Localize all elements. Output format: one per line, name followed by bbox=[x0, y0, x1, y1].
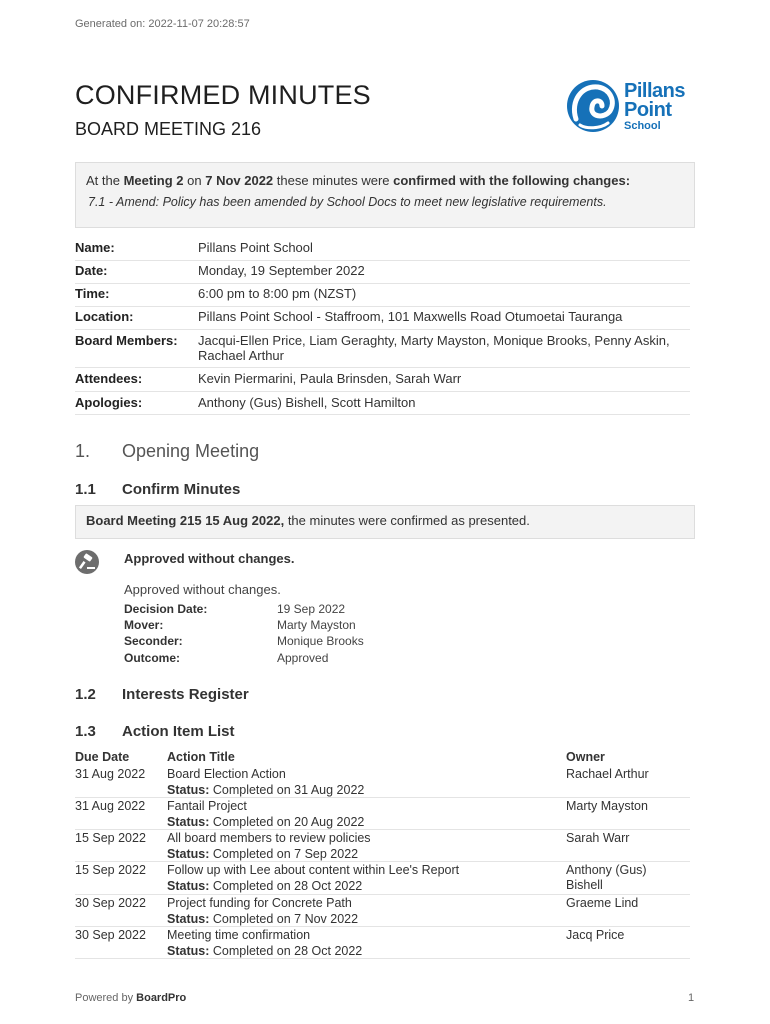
logo-line-1: Pillans bbox=[624, 80, 685, 102]
subsection-heading: Action Item List bbox=[122, 723, 235, 740]
subsection-number: 1.1 bbox=[75, 481, 96, 498]
resolution-body: Approved without changes. bbox=[124, 582, 281, 597]
action-status: Status: Completed on 7 Nov 2022 bbox=[167, 912, 359, 926]
resolution-label: Decision Date: bbox=[124, 602, 208, 616]
info-label: Location: bbox=[75, 309, 134, 324]
confirmation-statement: At the Meeting 2 on 7 Nov 2022 these minutes were confirmed with the following changes: bbox=[86, 173, 631, 188]
info-value: Pillans Point School bbox=[198, 240, 313, 255]
subsection-number: 1.2 bbox=[75, 686, 96, 703]
due-date: 15 Sep 2022 bbox=[75, 863, 146, 877]
info-label: Attendees: bbox=[75, 371, 143, 386]
section-number: 1. bbox=[75, 441, 91, 461]
info-row-apologies bbox=[75, 395, 690, 415]
info-label: Date: bbox=[75, 263, 108, 278]
action-owner: Sarah Warr bbox=[566, 831, 630, 845]
resolution-value: Marty Mayston bbox=[277, 618, 356, 632]
due-date: 31 Aug 2022 bbox=[75, 767, 146, 781]
info-label: Apologies: bbox=[75, 395, 143, 410]
info-value: Anthony (Gus) Bishell, Scott Hamilton bbox=[198, 395, 416, 410]
table-row bbox=[75, 863, 690, 895]
action-title: Fantail Project bbox=[167, 799, 247, 813]
table-row bbox=[75, 831, 690, 862]
action-status: Status: Completed on 28 Oct 2022 bbox=[167, 879, 363, 893]
info-row-location bbox=[75, 309, 690, 330]
info-row-date bbox=[75, 263, 690, 284]
info-label: Board Members: bbox=[75, 333, 178, 348]
table-row bbox=[75, 896, 690, 927]
info-row-name bbox=[75, 240, 690, 261]
column-header-action-title: Action Title bbox=[167, 750, 235, 764]
school-logo-icon bbox=[566, 79, 622, 133]
action-title: Follow up with Lee about content within Lee's Report bbox=[167, 863, 460, 877]
column-header-owner: Owner bbox=[566, 750, 605, 764]
action-status: Status: Completed on 7 Sep 2022 bbox=[167, 847, 359, 861]
resolution-label: Mover: bbox=[124, 618, 164, 632]
due-date: 30 Sep 2022 bbox=[75, 928, 146, 942]
logo-line-3: School bbox=[624, 120, 661, 132]
resolution-value: Monique Brooks bbox=[277, 634, 364, 648]
logo-line-2: Point bbox=[624, 99, 672, 121]
action-title: All board members to review policies bbox=[167, 831, 371, 845]
action-owner: Rachael Arthur bbox=[566, 767, 649, 781]
action-status: Status: Completed on 20 Aug 2022 bbox=[167, 815, 365, 829]
info-label: Time: bbox=[75, 286, 110, 301]
action-owner: Anthony (Gus) Bishell bbox=[566, 863, 647, 892]
action-owner: Jacq Price bbox=[566, 928, 625, 942]
footer-powered-by: Powered by BoardPro bbox=[75, 992, 187, 1004]
info-value: Monday, 19 September 2022 bbox=[198, 263, 365, 278]
resolution-value: 19 Sep 2022 bbox=[277, 602, 346, 616]
action-title: Project funding for Concrete Path bbox=[167, 896, 352, 910]
info-value: Pillans Point School - Staffroom, 101 Maxwells Road Otumoetai Tauranga bbox=[198, 309, 623, 324]
info-row-time bbox=[75, 286, 690, 307]
action-status: Status: Completed on 31 Aug 2022 bbox=[167, 783, 365, 797]
subsection-heading: Interests Register bbox=[122, 686, 249, 703]
info-value: Jacqui-Ellen Price, Liam Geraghty, Marty Mayston, Monique Brooks, Penny Askin, Rachael Arthur bbox=[198, 333, 670, 363]
info-value: 6:00 pm to 8:00 pm (NZST) bbox=[198, 286, 357, 301]
minutes-confirmation-text: Board Meeting 215 15 Aug 2022, the minutes were confirmed as presented. bbox=[86, 513, 530, 528]
gavel-icon bbox=[75, 550, 99, 574]
action-owner: Marty Mayston bbox=[566, 799, 648, 813]
info-value: Kevin Piermarini, Paula Brinsden, Sarah Warr bbox=[198, 371, 462, 386]
due-date: 15 Sep 2022 bbox=[75, 831, 146, 845]
info-row-board-members bbox=[75, 333, 690, 368]
action-title: Board Election Action bbox=[167, 767, 286, 781]
school-logo bbox=[566, 79, 696, 133]
info-row-attendees bbox=[75, 371, 690, 392]
resolution-label: Outcome: bbox=[124, 651, 181, 665]
due-date: 31 Aug 2022 bbox=[75, 799, 146, 813]
resolution-label: Seconder: bbox=[124, 634, 183, 648]
due-date: 30 Sep 2022 bbox=[75, 896, 146, 910]
generated-timestamp: Generated on: 2022-11-07 20:28:57 bbox=[75, 18, 250, 30]
subsection-number: 1.3 bbox=[75, 723, 96, 740]
subsection-heading: Confirm Minutes bbox=[122, 481, 241, 498]
column-header-due-date: Due Date bbox=[75, 750, 130, 764]
document-subtitle: BOARD MEETING 216 bbox=[75, 119, 262, 139]
table-row bbox=[75, 928, 690, 959]
confirmation-notice bbox=[75, 162, 695, 228]
action-status: Status: Completed on 28 Oct 2022 bbox=[167, 944, 363, 958]
action-owner: Graeme Lind bbox=[566, 896, 639, 910]
action-title: Meeting time confirmation bbox=[167, 928, 311, 942]
table-row bbox=[75, 799, 690, 830]
document-title: CONFIRMED MINUTES bbox=[75, 80, 371, 110]
page-number: 1 bbox=[688, 992, 695, 1004]
minutes-confirmation-box bbox=[75, 505, 695, 539]
section-heading: Opening Meeting bbox=[122, 441, 260, 461]
resolution-value: Approved bbox=[277, 651, 329, 665]
info-label: Name: bbox=[75, 240, 115, 255]
confirmation-amendment: 7.1 - Amend: Policy has been amended by School Docs to meet new legislative requirements. bbox=[88, 195, 607, 209]
resolution-title: Approved without changes. bbox=[124, 551, 295, 566]
table-row bbox=[75, 767, 690, 798]
